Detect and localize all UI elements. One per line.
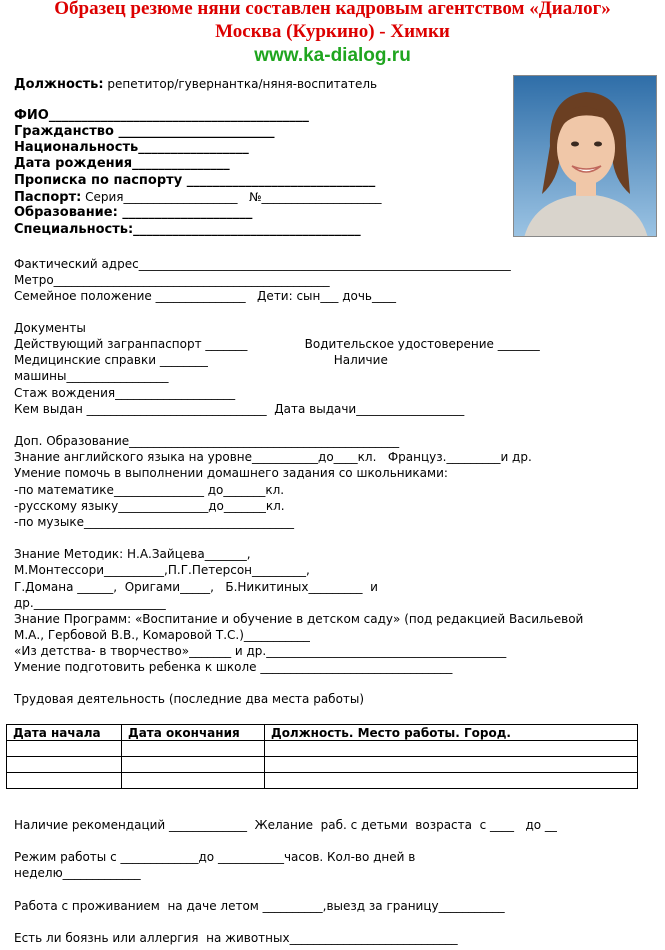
table-cell[interactable] (7, 757, 122, 773)
documents-heading: Документы (14, 321, 86, 335)
field-days-per-week: неделю_____________ (14, 866, 141, 880)
field-citizenship: Гражданство ________________________ (14, 124, 275, 139)
table-header-row (7, 725, 638, 741)
table-cell[interactable] (122, 773, 265, 789)
table-cell[interactable] (7, 741, 122, 757)
field-methods-1: Знание Методик: Н.А.Зайцева_______, (14, 547, 251, 561)
table-cell[interactable] (7, 773, 122, 789)
header-site-link[interactable]: www.ka-dialog.ru (254, 45, 411, 66)
portrait-image (514, 76, 657, 237)
table-row (7, 773, 638, 789)
field-birthdate: Дата рождения_______________ (14, 156, 230, 171)
field-programs-1: Знание Программ: «Воспитание и обучение в детском саду» (под редакцией Васильевой (14, 612, 584, 626)
work-history-table (6, 724, 638, 789)
col-end-date: Дата окончания (122, 725, 265, 741)
field-programs-2: М.А., Гербовой В.В., Комаровой Т.С.)___________ (14, 628, 310, 642)
col-position-place: Должность. Место работы. Город. (265, 725, 638, 741)
table-row (7, 757, 638, 773)
field-homework-help: Умение помочь в выполнении домашнего задания со школьниками: (14, 466, 448, 480)
field-methods-3: Г.Домана ______, Оригами_____, Б.Никитиных_________ и (14, 580, 378, 594)
field-passport (14, 189, 381, 206)
field-animal-allergy: Есть ли боязнь или аллергия на животных____________________________ (14, 931, 458, 945)
table-row (7, 741, 638, 757)
field-school-prep: Умение подготовить ребенка к школе ________________________________ (14, 660, 453, 674)
field-english: Знание английского языка на уровне___________до____кл. Француз._________и др. (14, 450, 532, 464)
position-line (14, 76, 377, 93)
table-cell[interactable] (122, 757, 265, 773)
field-programs-3: «Из детства- в творчество»_______ и др.________________________________________ (14, 644, 507, 658)
table-cell[interactable] (265, 757, 638, 773)
field-methods-4: др.______________________ (14, 596, 166, 610)
position-label: Должность: (14, 77, 104, 92)
field-live-in: Работа с проживанием на даче летом __________,выезд за границу___________ (14, 899, 505, 913)
position-value: репетитор/гувернантка/няня-воспитатель (103, 77, 378, 91)
work-heading: Трудовая деятельность (последние два места работы) (14, 692, 365, 706)
candidate-photo (513, 75, 657, 237)
field-extra-education: Доп. Образование_____________________________________________ (14, 434, 400, 448)
field-family-status: Семейное положение _______________ Дети: сын___ дочь____ (14, 289, 396, 303)
field-car: машины_________________ (14, 369, 169, 383)
field-issued-by: Кем выдан ______________________________ Дата выдачи__________________ (14, 402, 465, 416)
table-cell[interactable] (265, 741, 638, 757)
field-medical: Медицинские справки ________ Наличие (14, 353, 388, 367)
field-math: -по математике_______________ до_______кл. (14, 483, 285, 497)
field-methods-2: М.Монтессори__________,П.Г.Петерсон_________, (14, 563, 310, 577)
field-education: Образование: ____________________ (14, 205, 253, 220)
field-actual-address: Фактический адрес______________________________________________________________ (14, 257, 511, 271)
field-nationality: Национальность_________________ (14, 140, 249, 155)
field-work-schedule: Режим работы с _____________до ___________часов. Кол-во дней в (14, 850, 416, 864)
table-cell[interactable] (265, 773, 638, 789)
field-driving-experience: Стаж вождения____________________ (14, 386, 236, 400)
field-music: -по музыке___________________________________ (14, 515, 294, 529)
passport-series: Серия___________________ №____________________ (81, 190, 382, 204)
field-russian: -русскому языку_______________до_______кл. (14, 499, 285, 513)
field-specialty: Специальность:___________________________________ (14, 222, 361, 237)
col-start-date: Дата начала (7, 725, 122, 741)
field-registration: Прописка по паспорту _____________________________ (14, 173, 376, 188)
passport-label: Паспорт: (14, 190, 82, 205)
table-cell[interactable] (122, 741, 265, 757)
field-recommendations: Наличие рекомендаций _____________ Желание раб. с детьми возраста с ____ до __ (14, 818, 557, 832)
field-fio: ФИО________________________________________ (14, 108, 309, 123)
field-metro: Метро______________________________________________ (14, 273, 330, 287)
header-location: Москва (Куркино) - Химки (215, 21, 450, 42)
header-title: Образец резюме няни составлен кадровым агентством «Диалог» (54, 0, 611, 19)
field-foreign-passport: Действующий загранпаспорт _______ Водительское удостоверение _______ (14, 337, 540, 351)
